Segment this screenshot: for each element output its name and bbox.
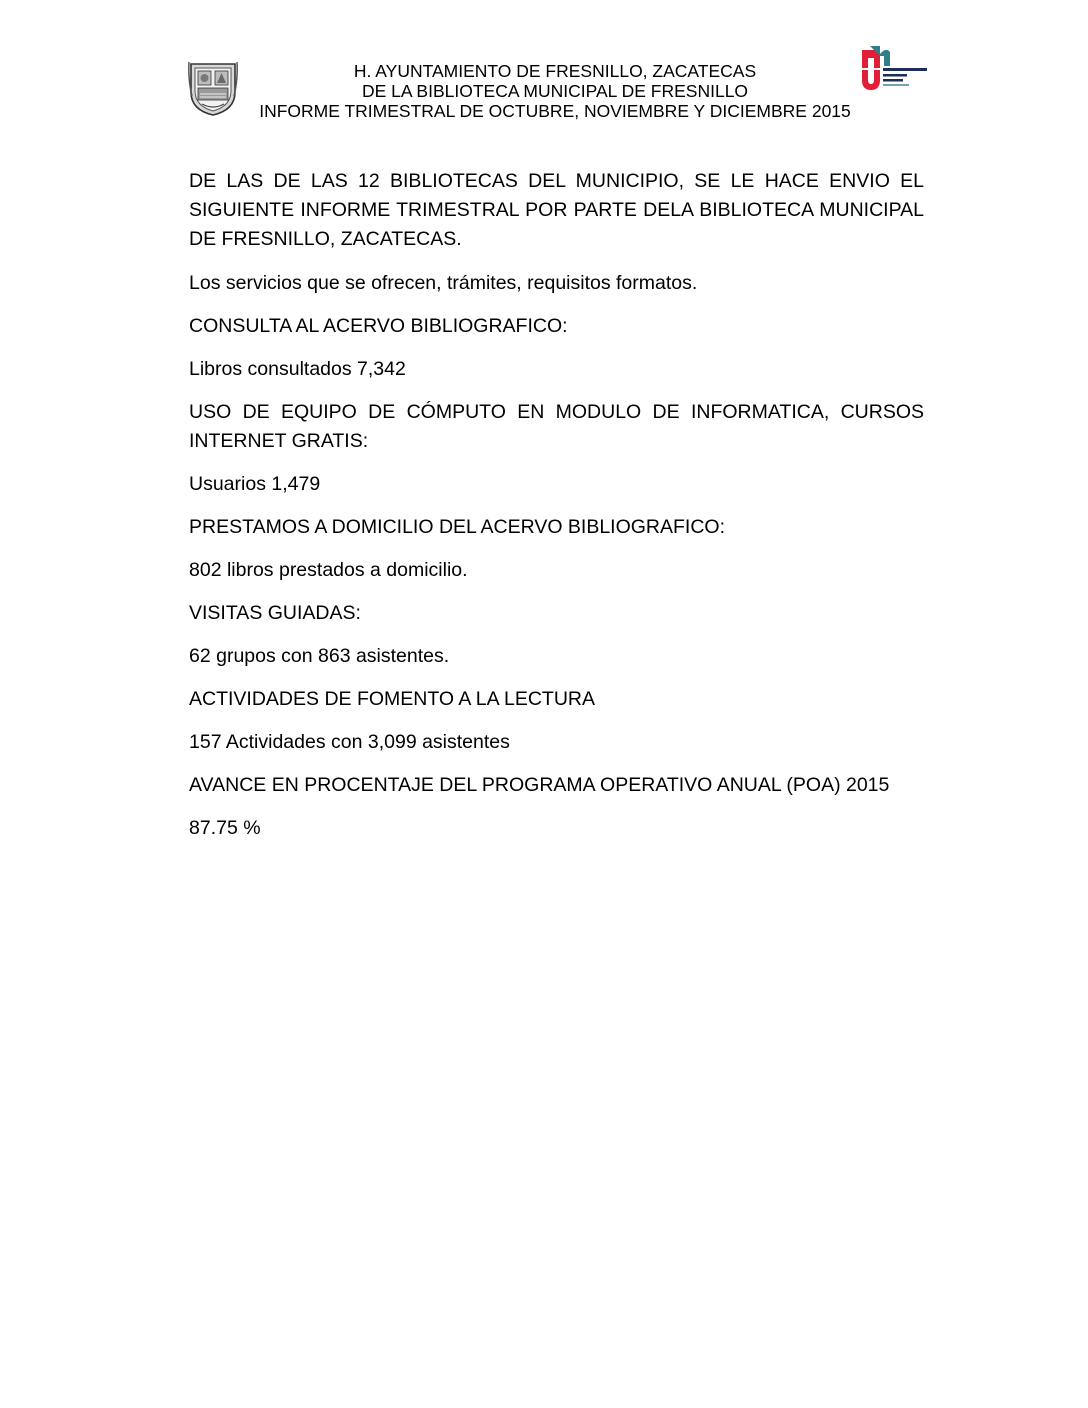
biblioteca-municipal-logo-icon <box>856 44 928 96</box>
fomento-value: 157 Actividades con 3,099 asistentes <box>189 731 510 753</box>
poa-value: 87.75 % <box>189 817 261 839</box>
header-line-report-period: INFORME TRIMESTRAL DE OCTUBRE, NOVIEMBRE Y DICIEMBRE 2015 <box>259 101 851 121</box>
prestamos-value: 802 libros prestados a domicilio. <box>189 559 468 581</box>
computo-value: Usuarios 1,479 <box>189 473 321 495</box>
visitas-heading: VISITAS GUIADAS: <box>189 602 361 624</box>
report-body <box>189 167 924 843</box>
poa-heading: AVANCE EN PROCENTAJE DEL PROGRAMA OPERATIVO ANUAL (POA) 2015 <box>189 774 890 796</box>
visitas-value: 62 grupos con 863 asistentes. <box>189 645 450 667</box>
consulta-heading: CONSULTA AL ACERVO BIBLIOGRAFICO: <box>189 315 568 337</box>
document-header <box>240 61 870 121</box>
report-intro: DE LAS DE LAS 12 BIBLIOTECAS DEL MUNICIPIO, SE LE HACE ENVIO EL SIGUIENTE INFORME TRIMESTRAL POR PARTE DELA BIBLIOTECA MUNICIPAL DE FRESNILLO, ZACATECAS. <box>189 170 924 250</box>
fomento-heading: ACTIVIDADES DE FOMENTO A LA LECTURA <box>189 688 595 710</box>
header-line-library: DE LA BIBLIOTECA MUNICIPAL DE FRESNILLO <box>361 81 749 101</box>
computo-heading: USO DE EQUIPO DE CÓMPUTO EN MODULO DE INFORMATICA, CURSOS INTERNET GRATIS: <box>189 401 924 452</box>
prestamos-heading: PRESTAMOS A DOMICILIO DEL ACERVO BIBLIOGRAFICO: <box>189 516 726 538</box>
municipal-coat-of-arms-icon <box>188 60 238 116</box>
header-line-municipality: H. AYUNTAMIENTO DE FRESNILLO, ZACATECAS <box>353 61 757 81</box>
consulta-value: Libros consultados 7,342 <box>189 358 406 380</box>
services-line: Los servicios que se ofrecen, trámites, requisitos formatos. <box>189 272 698 294</box>
